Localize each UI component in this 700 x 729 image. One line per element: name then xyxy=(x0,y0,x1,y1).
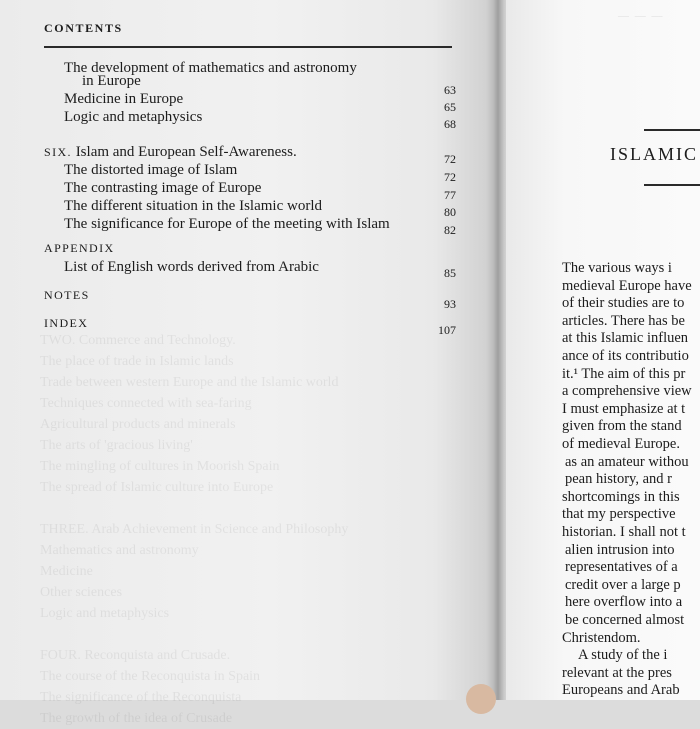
chapter-label: SIX. xyxy=(44,145,72,159)
index-label: INDEX xyxy=(44,316,89,330)
body-line: of medieval Europe. xyxy=(562,436,680,452)
contents-heading: CONTENTS xyxy=(44,21,123,35)
toc-entry: Logic and metaphysics xyxy=(64,109,203,125)
body-line: articles. There has be xyxy=(562,312,685,329)
bleed-through-text: TWO. Commerce and Technology. The place of trade in Islamic lands Trade between western Europe and the Islamic world Techniques connected with sea-faring Agricultural products and minerals The arts of 'gracious living' The mingling of cultures in Moorish Spain The spread of Islamic culture into Europe THREE. Arab Achievement in Science and Philosophy Mathematics and astronomy Medicine Other sciences Logic and metaphysics FOUR. Reconquista and Crusade. The course of the Reconquista in Spain The significance of the Reconquista The growth of the idea of Crusade xyxy=(40,333,349,726)
body-line: credit over a large p xyxy=(565,576,681,593)
right-page xyxy=(506,0,700,700)
body-line: pean history, and r xyxy=(565,471,672,488)
body-line: given from the stand xyxy=(562,418,682,435)
body-line: historian. I shall not t xyxy=(562,524,686,540)
notes-label: NOTES xyxy=(44,288,90,302)
toc-page-number: 80 xyxy=(444,205,456,219)
toc-entry: in Europe xyxy=(82,73,141,89)
body-line: Christendom. xyxy=(562,629,641,646)
toc-page-number: 82 xyxy=(444,223,456,237)
running-head-bleed: — — — xyxy=(618,10,664,22)
toc-page-number: 77 xyxy=(444,188,456,202)
toc-entry: The different situation in the Islamic world xyxy=(64,198,322,214)
body-line: Europeans and Arab xyxy=(562,682,680,699)
body-line: medieval Europe have xyxy=(562,277,692,294)
body-line: as an amateur withou xyxy=(565,453,689,470)
body-line: at this Islamic influen xyxy=(562,330,689,347)
toc-page-number: 85 xyxy=(444,266,456,280)
toc-page-number: 63 xyxy=(444,83,456,97)
toc-entry: List of English words derived from Arabic xyxy=(64,259,319,275)
toc-entry: The significance for Europe of the meeting with Islam xyxy=(64,216,390,232)
title-rule-top xyxy=(644,129,700,131)
toc-page-number: 65 xyxy=(444,100,456,114)
body-line: I must emphasize at t xyxy=(562,400,686,417)
finger-tip xyxy=(466,684,496,714)
body-line: that my perspective xyxy=(562,506,676,523)
body-line: here overflow into a xyxy=(565,594,683,611)
body-line: alien intrusion into xyxy=(565,541,675,558)
toc-entry: The development of mathematics and astronomy xyxy=(64,60,357,76)
heading-rule xyxy=(44,46,452,48)
toc-entry: The distorted image of Islam xyxy=(64,162,238,178)
toc-chapter-entry xyxy=(44,143,297,161)
body-line: be concerned almost xyxy=(565,612,685,628)
toc-entry: Medicine in Europe xyxy=(64,91,184,107)
toc-entry: The contrasting image of Europe xyxy=(64,180,262,196)
body-line: A study of the i xyxy=(578,647,668,664)
body-line: The various ways i xyxy=(562,260,672,276)
body-line: of their studies are to xyxy=(562,295,685,312)
body-line: it.¹ The aim of this pr xyxy=(562,365,686,382)
toc-page-number: 107 xyxy=(438,323,456,337)
appendix-label: APPENDIX xyxy=(44,241,115,255)
toc-page-number: 93 xyxy=(444,297,456,311)
chapter-title: Islam and European Self-Awareness. xyxy=(75,144,297,160)
body-line: relevant at the pres xyxy=(562,664,672,681)
body-line: ance of its contributio xyxy=(562,348,689,364)
toc-page-number: 72 xyxy=(444,170,456,184)
body-line: representatives of a xyxy=(565,559,678,576)
body-line: shortcomings in this xyxy=(562,488,680,505)
chapter-title: ISLAMIC xyxy=(610,144,699,164)
toc-page-number: 72 xyxy=(444,152,456,166)
toc-page-number: 68 xyxy=(444,117,456,131)
body-line: a comprehensive view xyxy=(562,383,692,400)
title-rule-bottom xyxy=(644,184,700,186)
